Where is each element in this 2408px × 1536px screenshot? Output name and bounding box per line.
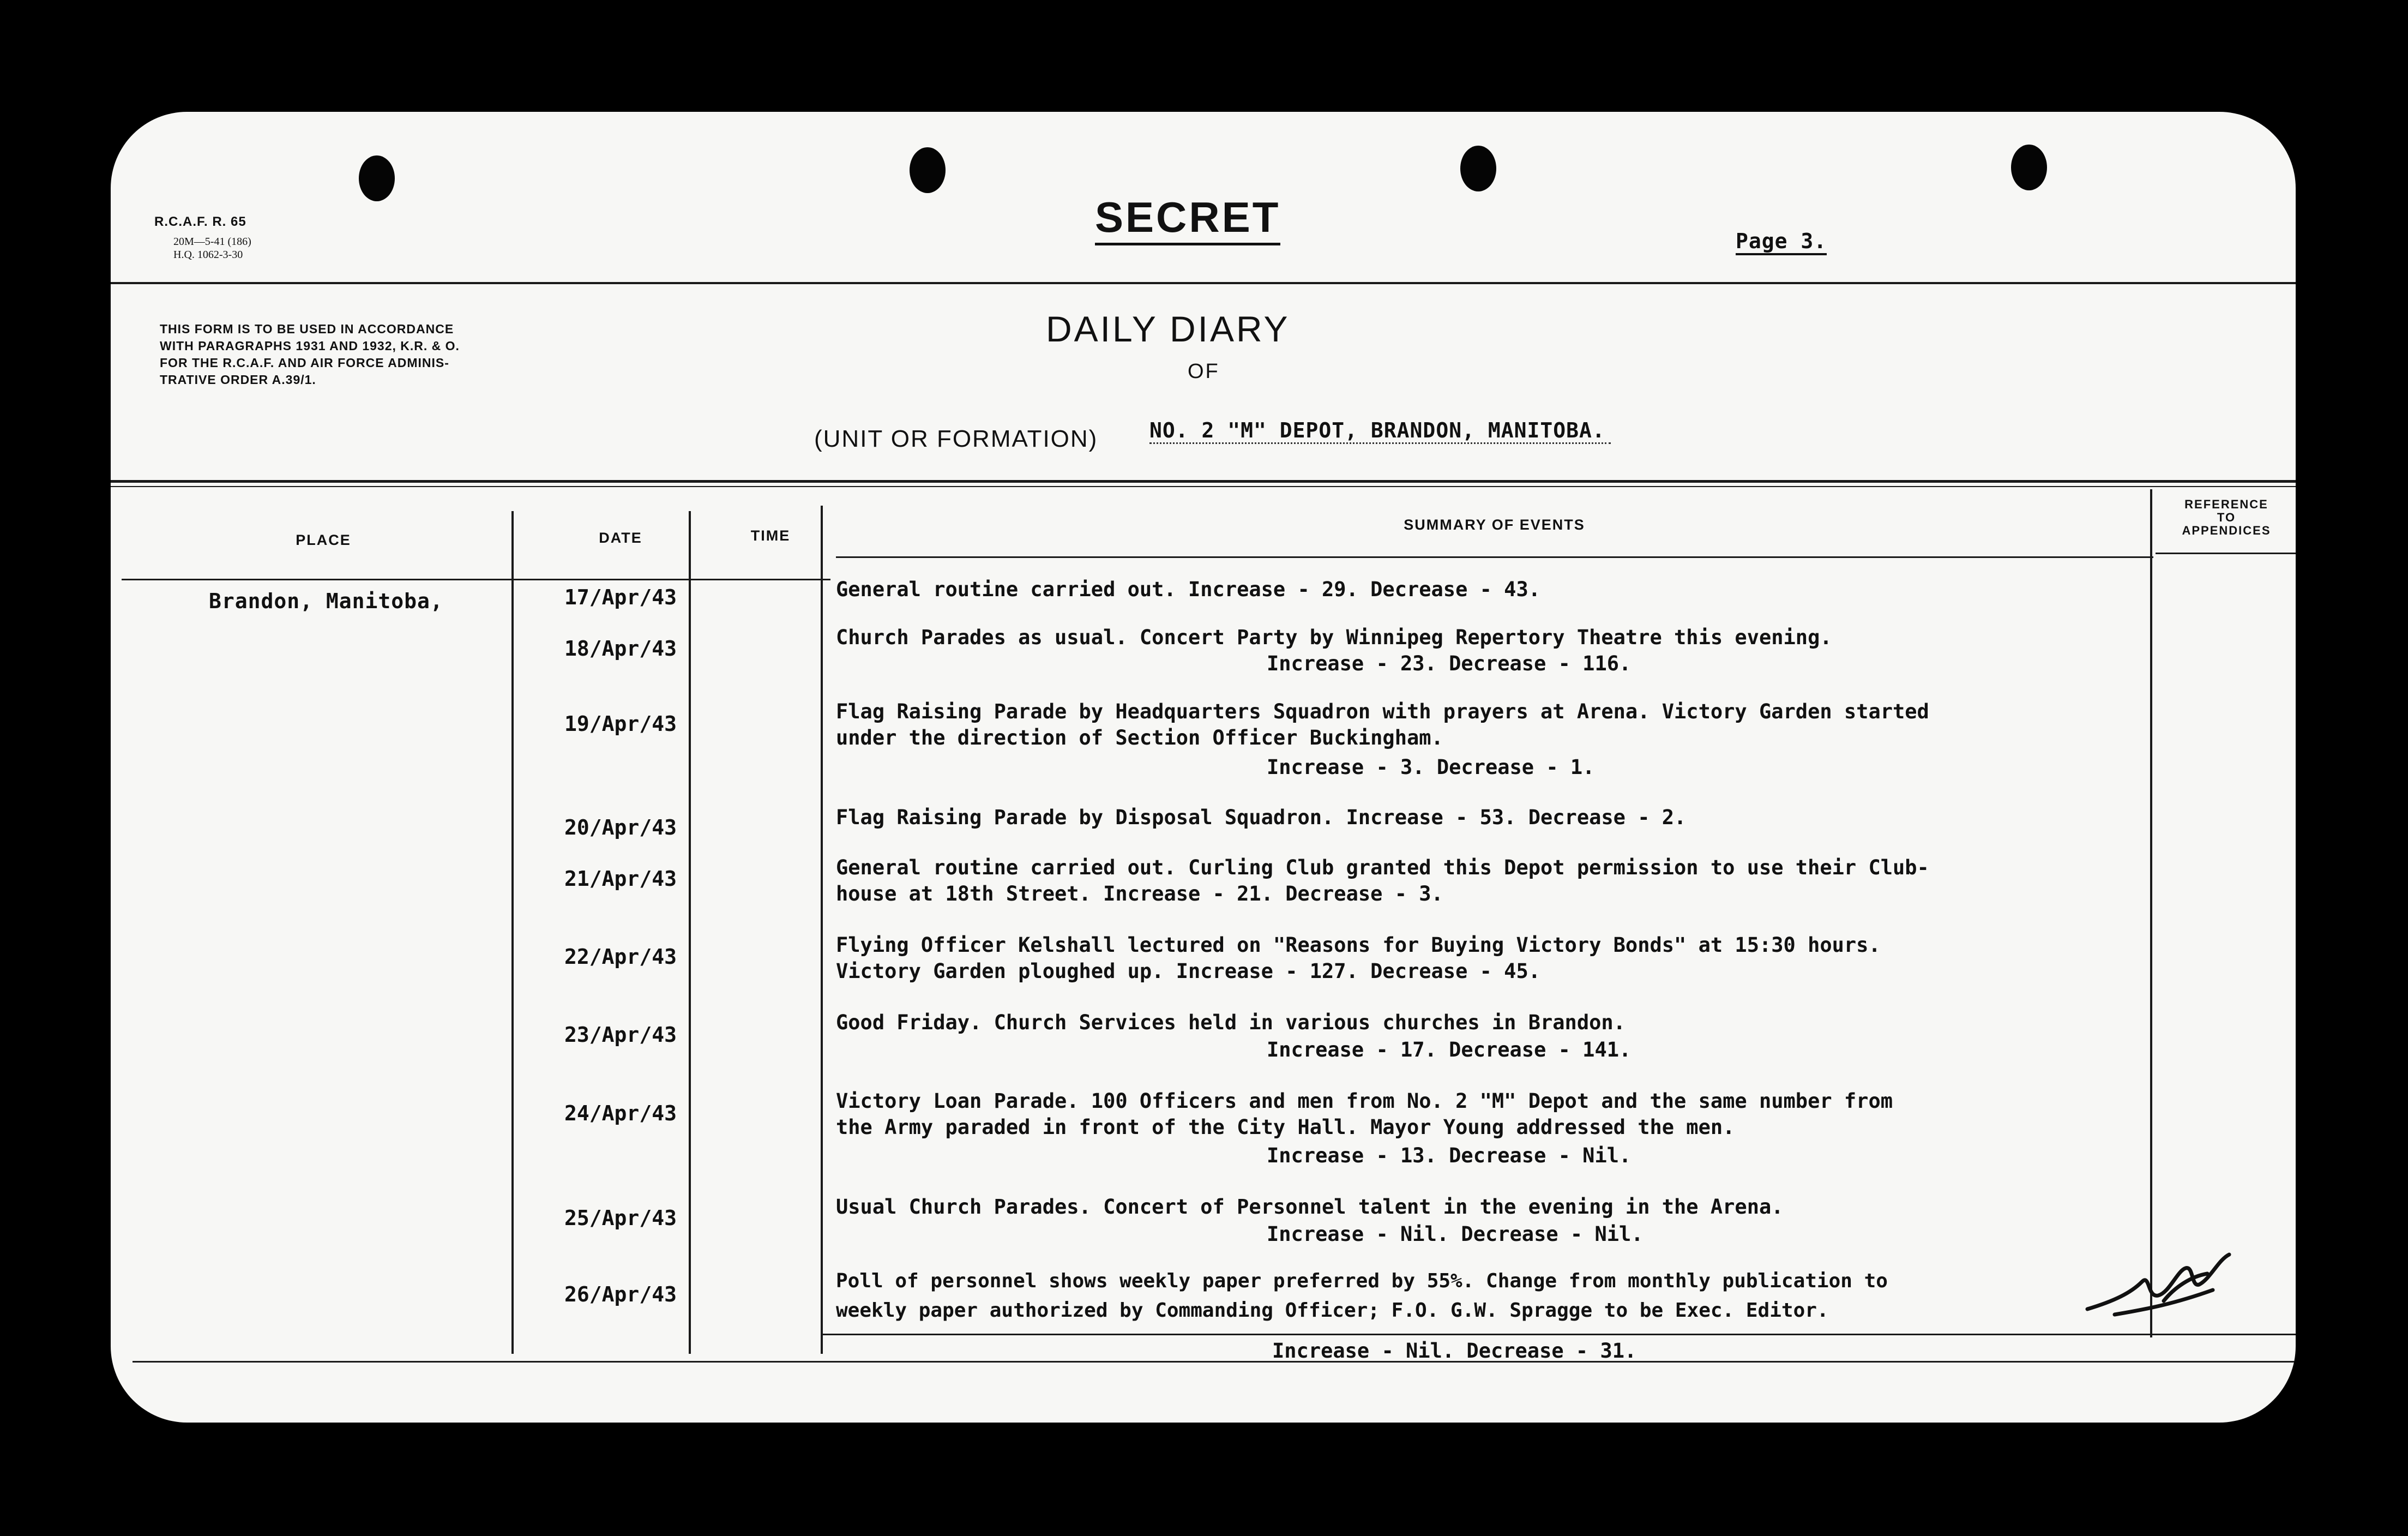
entry-line: Increase - Nil. Decrease - Nil. [1267,1222,1644,1246]
entry-line: the Army paraded in front of the City Hall. Mayor Young addressed the men. [836,1115,1735,1139]
entry-line: Increase - 23. Decrease - 116. [1267,652,1632,675]
column-header-place: PLACE [296,532,351,548]
entry-line: Flag Raising Parade by Headquarters Squadron with prayers at Arena. Victory Garden started [836,700,1929,723]
column-header-reference [2161,498,2292,537]
entry-date: 25/Apr/43 [564,1206,677,1230]
header-rule [111,282,2296,284]
form-code-line: R.C.A.F. R. 65 [154,214,246,229]
entry-line: Increase - 3. Decrease - 1. [1267,755,1595,779]
column-divider [2150,489,2152,1337]
diary-title-of: OF [1188,360,1220,383]
reference-header-line: TO [2217,511,2236,524]
page-number: Page 3. [1736,229,1827,255]
classification-stamp: SECRET [1095,194,1280,245]
entry-line: Increase - Nil. Decrease - 31. [1272,1339,1637,1363]
unit-value: NO. 2 "M" DEPOT, BRANDON, MANITOBA. [1149,418,1611,444]
entry-line: Victory Garden ploughed up. Increase - 127. Decrease - 45. [836,959,1541,983]
reference-header-rule [2156,553,2296,554]
form-instructions [160,321,460,388]
instruction-line: THIS FORM IS TO BE USED IN ACCORDANCE [160,322,454,336]
entry-line: Poll of personnel shows weekly paper preferred by 55%. Change from monthly publication to [836,1270,1888,1292]
entry-date: 19/Apr/43 [564,712,677,736]
table-bottom-rule [821,1334,2296,1335]
entry-line: weekly paper authorized by Commanding Officer; F.O. G.W. Spragge to be Exec. Editor. [836,1299,1829,1322]
entry-date: 26/Apr/43 [564,1282,677,1306]
signature-initials-icon [2082,1249,2246,1325]
diary-title: DAILY DIARY [1046,309,1290,349]
entry-line: General routine carried out. Curling Club granted this Depot permission to use their Club- [836,856,1929,879]
place-cell: Brandon, Manitoba, [209,589,443,613]
entry-date: 23/Apr/43 [564,1023,677,1047]
column-header-summary: SUMMARY OF EVENTS [1404,517,1585,533]
reference-header-line: APPENDICES [2182,524,2271,537]
diary-sheet [111,112,2296,1423]
column-divider [511,511,514,1354]
header-bottom-rule [122,579,830,580]
entry-date: 24/Apr/43 [564,1101,677,1125]
entry-line: Increase - 17. Decrease - 141. [1267,1038,1632,1061]
entry-date: 17/Apr/43 [564,585,677,609]
form-code-print-line [173,235,251,261]
instruction-line: TRATIVE ORDER A.39/1. [160,373,316,387]
punch-hole [359,155,395,201]
instruction-line: WITH PARAGRAPHS 1931 AND 1932, K.R. & O. [160,339,460,353]
entry-line: under the direction of Section Officer Buckingham. [836,726,1443,749]
column-header-date: DATE [599,530,642,546]
entry-line: Good Friday. Church Services held in various churches in Brandon. [836,1011,1626,1034]
entry-line: Flag Raising Parade by Disposal Squadron. Increase - 53. Decrease - 2. [836,806,1687,829]
form-code-line: H.Q. 1062-3-30 [173,249,243,261]
punch-hole [1460,146,1496,191]
entry-line: house at 18th Street. Increase - 21. Decrease - 3. [836,882,1443,905]
table-top-rule-thin [111,486,2296,487]
column-divider [821,506,823,1354]
table-top-rule [111,480,2296,483]
entry-line: Church Parades as usual. Concert Party by Winnipeg Repertory Theatre this evening. [836,626,1832,649]
reference-header-line: REFERENCE [2184,497,2268,511]
entry-line: Victory Loan Parade. 100 Officers and men from No. 2 "M" Depot and the same number from [836,1089,1893,1113]
entry-date: 22/Apr/43 [564,945,677,969]
entry-line: Increase - 13. Decrease - Nil. [1267,1144,1632,1167]
form-code [154,213,246,231]
unit-label: (UNIT OR FORMATION) [814,425,1098,452]
entry-line: Usual Church Parades. Concert of Personnel talent in the evening in the Arena. [836,1195,1784,1219]
column-header-time: TIME [750,527,791,544]
entry-date: 18/Apr/43 [564,637,677,661]
entry-date: 21/Apr/43 [564,867,677,891]
summary-header-rule [836,556,2153,558]
entry-line: Flying Officer Kelshall lectured on "Reasons for Buying Victory Bonds" at 15:30 hours. [836,933,1881,957]
table-bottom-rule [133,1361,2296,1363]
instruction-line: FOR THE R.C.A.F. AND AIR FORCE ADMINIS- [160,356,449,370]
punch-hole [2011,145,2047,190]
form-code-line: 20M—5-41 (186) [173,236,251,248]
entry-line: General routine carried out. Increase - 29. Decrease - 43. [836,578,1541,601]
entry-date: 20/Apr/43 [564,815,677,839]
punch-hole [910,147,946,193]
